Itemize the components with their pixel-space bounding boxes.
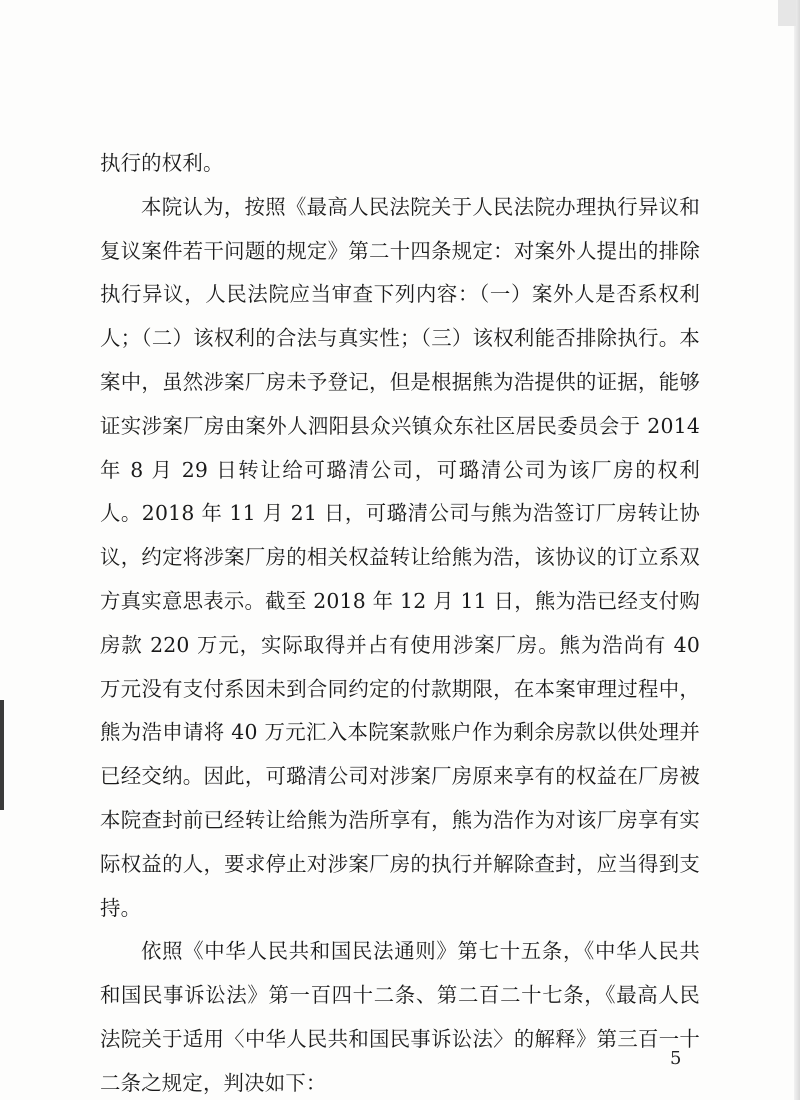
scan-binding-mark: [0, 700, 4, 810]
body-text: [100, 142, 700, 1106]
scan-corner-mark: [778, 0, 796, 26]
page-number: 5: [670, 1048, 682, 1069]
paragraph-court-opinion: 本院认为，按照《最高人民法院关于人民法院办理执行异议和复议案件若干问题的规定》第二十四条规定：对案外人提出的排除执行异议，人民法院应当审查下列内容：（一）案外人是否系权利人；（二）该权利的合法与真实性；（三）该权利能否排除执行。本案中，虽然涉案厂房未予登记，但是根据熊为浩提供的证据，能够证实涉案厂房由案外人泗阳县众兴镇众东社区居民委员会于 2014 年 8 月 29 日转让给可璐清公司，可璐清公司为该厂房的权利人。2018 年 11 月 21 日，可璐清公司与熊为浩签订厂房转让协议，约定将涉案厂房的相关权益转让给熊为浩，该协议的订立系双方真实意思表示。截至 2018 年 12 月 11 日，熊为浩已经支付购房款 220 万元，实际取得并占有使用涉案厂房。熊为浩尚有 40 万元没有支付系因未到合同约定的付款期限，在本案审理过程中，熊为浩申请将 40 万元汇入本院案款账户作为剩余房款以供处理并已经交纳。因此，可璐清公司对涉案厂房原来享有的权益在厂房被本院查封前已经转让给熊为浩所享有，熊为浩作为对该厂房享有实际权益的人，要求停止对涉案厂房的执行并解除查封，应当得到支持。: [100, 194, 700, 920]
paragraph-continuation: 执行的权利。: [100, 151, 224, 175]
paragraph-legal-basis: 依照《中华人民共和国民法通则》第七十五条，《中华人民共和国民事诉讼法》第一百四十二条、第二百二十七条，《最高人民法院关于适用〈中华人民共和国民事诉讼法〉的解释》第三百一十二条之规定，判决如下：: [100, 939, 700, 1095]
scan-edge-shadow: [794, 0, 800, 1100]
